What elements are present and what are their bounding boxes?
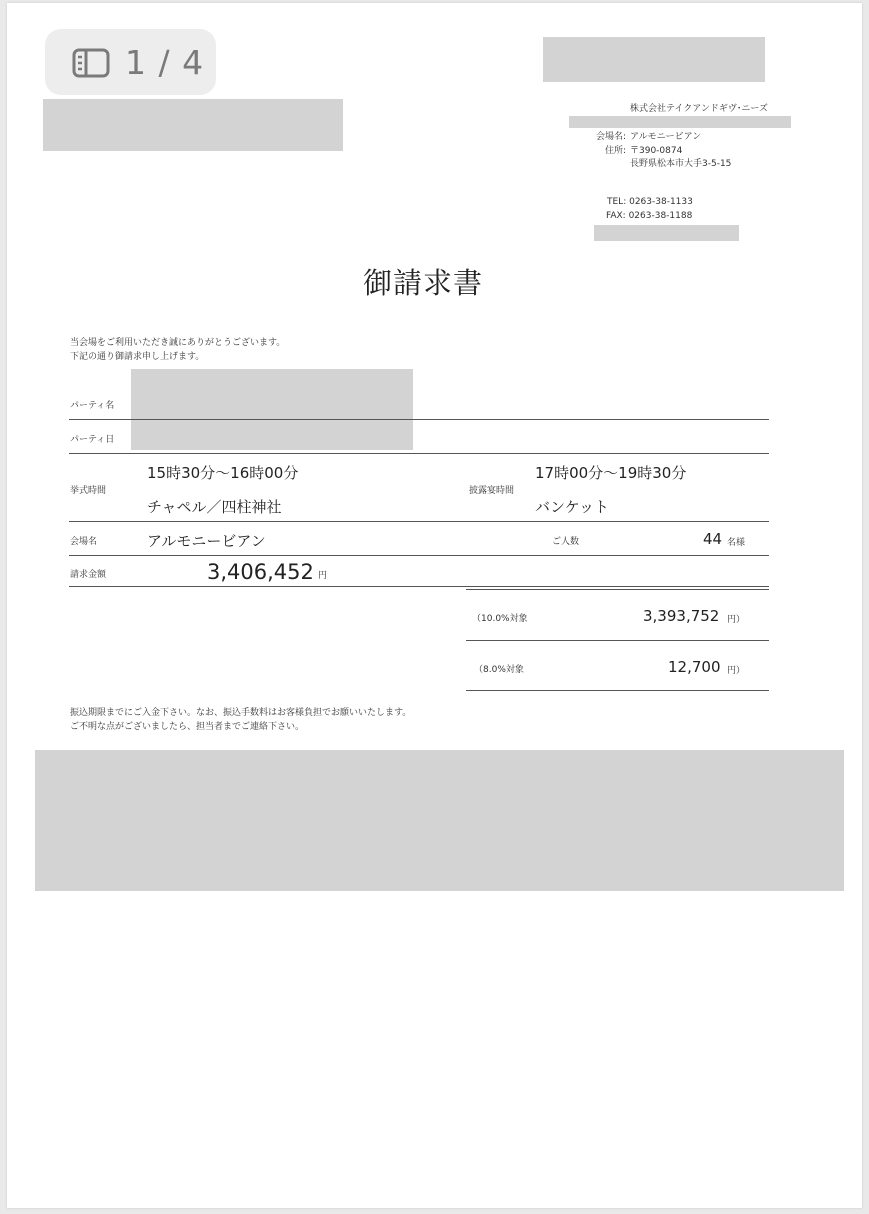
divider-amount-right-2 bbox=[466, 589, 769, 590]
ceremony-place: チャペル／四柱神社 bbox=[147, 498, 282, 516]
tax8-label: （8.0%対象 bbox=[474, 665, 524, 675]
note-line-2: ご不明な点がございましたら、担当者までご連絡下さい。 bbox=[70, 722, 305, 732]
issuer-tel: TEL: 0263-38-1133 bbox=[607, 197, 693, 207]
guests-label: ご人数 bbox=[552, 537, 580, 547]
issuer-address-label: 住所: bbox=[605, 146, 627, 156]
tax10-amount: 3,393,752 bbox=[643, 607, 720, 625]
note-line-1: 振込期限までにご入金下さい。なお、振込手数料はお客様負担でお願いいたします。 bbox=[70, 708, 412, 718]
tax8-unit: 円） bbox=[727, 666, 746, 676]
divider-venue bbox=[69, 555, 769, 556]
page-counter-badge[interactable] bbox=[45, 29, 216, 95]
issuer-address: 長野県松本市大手3-5-15 bbox=[630, 159, 732, 169]
page-counter-text: 1 / 4 bbox=[125, 43, 205, 82]
redacted-bank-details bbox=[35, 750, 844, 891]
divider-times bbox=[69, 521, 769, 522]
invoice-page bbox=[7, 3, 862, 1208]
issuer-venue-label: 会場名: bbox=[596, 132, 627, 142]
issuer-fax: FAX: 0263-38-1188 bbox=[606, 211, 693, 221]
sidebar-panel-icon bbox=[72, 48, 110, 78]
divider-amount-left bbox=[69, 586, 466, 587]
redacted-contact bbox=[594, 225, 739, 241]
guests-unit: 名様 bbox=[727, 538, 746, 548]
divider-tax10 bbox=[466, 640, 769, 641]
reception-time-label: 披露宴時間 bbox=[469, 486, 515, 496]
redacted-recipient bbox=[43, 99, 343, 151]
venue-label: 会場名 bbox=[70, 537, 98, 547]
amount-unit: 円 bbox=[318, 571, 328, 581]
amount-label: 請求金額 bbox=[70, 570, 107, 580]
issuer-company: 株式会社テイクアンドギヴ･ニーズ bbox=[630, 104, 768, 114]
amount-value: 3,406,452 bbox=[207, 560, 314, 584]
ceremony-time: 15時30分～16時00分 bbox=[147, 464, 299, 482]
divider-amount-right-1 bbox=[466, 586, 769, 587]
guests-count: 44 bbox=[703, 530, 723, 548]
party-name-label: パーティ名 bbox=[70, 401, 115, 411]
divider-party-date bbox=[69, 453, 769, 454]
ceremony-time-label: 挙式時間 bbox=[70, 486, 107, 496]
venue-value: アルモニービアン bbox=[147, 532, 266, 550]
divider-tax8 bbox=[466, 690, 769, 691]
redacted-header-right bbox=[543, 37, 765, 82]
tax10-label: （10.0%対象 bbox=[472, 614, 528, 624]
issuer-postal: 〒390-0874 bbox=[630, 146, 683, 156]
issuer-venue: アルモニービアン bbox=[630, 132, 702, 142]
divider-party-name bbox=[69, 419, 769, 420]
intro-line-2: 下記の通り御請求申し上げます。 bbox=[70, 352, 205, 362]
document-title: 御請求書 bbox=[363, 266, 484, 300]
reception-time: 17時00分～19時30分 bbox=[535, 464, 687, 482]
redacted-staff bbox=[569, 116, 791, 128]
intro-line-1: 当会場をご利用いただき誠にありがとうございます。 bbox=[70, 338, 286, 348]
party-date-label: パーティ日 bbox=[70, 435, 115, 445]
tax10-unit: 円） bbox=[727, 615, 746, 625]
redacted-party-details bbox=[131, 369, 413, 450]
reception-place: バンケット bbox=[535, 498, 609, 516]
tax8-amount: 12,700 bbox=[668, 658, 721, 676]
